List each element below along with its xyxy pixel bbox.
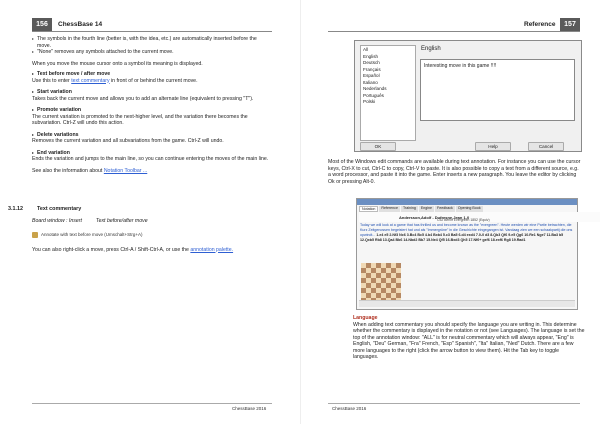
tab-reference[interactable]: Reference: [381, 206, 398, 210]
language-body: When adding text commentary you should specify the language you are writing in. This determine whether the commentary is displayed in the notation or not (see Languages). The language is set the top of the annotation window: "ALL" is for neutral commentary which will always appear, "Eng" is English, "Deu" German, "Fra" French, "Esp" Spanish", "Ita" Italian, "Ned" Dutch. There are a few more languages to the right (click the arrow button to view them). Hit the Tab key to toggle languages.: [353, 321, 585, 360]
page-number: 157: [560, 18, 580, 32]
menu-item-label: Annotate with text before move (Umschalt+Strg+A): [41, 232, 143, 237]
tab-engine[interactable]: Engine: [420, 206, 433, 210]
language-item[interactable]: Français: [363, 66, 381, 72]
block-body: Use this to enter text commentary in front of or behind the current move.: [32, 77, 198, 84]
tab-training[interactable]: Training: [402, 206, 416, 210]
promote-variation-block: [32, 107, 272, 127]
bullet-item: [32, 36, 272, 49]
text-before-after-block: [32, 71, 272, 84]
language-item[interactable]: English: [363, 53, 379, 59]
right-click-text: You can also right-click a move, press Ctrl-A / Shift-Ctrl-A, or use the: [32, 246, 191, 253]
moves-text: 1.e4 e5 2.Nf3 Nc6 3.Bc4 Bc5 4.b4 Bxb4 5.c3 Ba5 6.d4 exd4 7.0-0 d3 8.Qb3 Qf6 9.e5 Qg6 10.Re1 Nge7 11.Ba3 b5 12.Qxb5 Rb8 13.Qa4 Bb6 14.Nbd2 Bb7 15.Ne4 Qf5 16.Bxd3 Qh5 17.Nf6+ gxf6 18.exf6 Rg8 19.Rad1: [360, 233, 564, 242]
language-item[interactable]: Polski: [363, 99, 376, 104]
game-info: C52 Berlin Evergreen 1852 (Equiv): [437, 218, 490, 222]
right-footer: [328, 403, 580, 413]
bullet-icon: [32, 51, 34, 53]
game-header: Andersson,Adolf - Dufresne,Jean 1-0: [399, 214, 470, 220]
end-variation-block: [32, 150, 272, 163]
bullet-icon: [32, 91, 34, 93]
section-title: Text commentary: [37, 206, 82, 212]
page-number: 156: [32, 18, 52, 32]
ok-button[interactable]: OK: [360, 142, 396, 151]
language-item[interactable]: Italiano: [363, 79, 378, 85]
block-title: Text before move / after move: [37, 71, 111, 77]
left-content: [32, 36, 272, 178]
bullet-icon: [32, 38, 34, 40]
block-body: Takes back the current move and allows you to add an alternate line (equivalent to pressing "T").: [32, 95, 254, 102]
cursor-note: When you move the mouse cursor onto a symbol its meaning is displayed.: [32, 60, 203, 67]
bullet-icon: [32, 134, 34, 136]
notation-pane: [360, 223, 574, 243]
header-title: ChessBase 14: [58, 21, 103, 28]
footer-rule: [328, 403, 580, 404]
language-item[interactable]: Deutsch: [363, 60, 380, 65]
annotation-palette-link[interactable]: annotation palette.: [190, 246, 234, 253]
footer-text: ChessBase 2016: [232, 406, 267, 411]
bullet-text: "None" removes any symbols attached to the current move.: [37, 49, 174, 55]
menu-path: [32, 218, 272, 225]
window-statusbar: [359, 300, 575, 307]
left-footer: [32, 403, 272, 413]
section-number: 3.1.12: [8, 206, 23, 212]
block-body: Ends the variation and jumps to the main line, so you can continue entering the moves of the main line.: [32, 156, 269, 162]
see-also-text: See also the information about: [32, 167, 104, 174]
block-body: The current variation is promoted to the next-higher level, and the variation there becomes the subvariation. Ctrl-Z will undo this action.: [32, 113, 248, 126]
windows-edit-text: Most of the Windows edit commands are available during text annotation. For instance you can use the cursor keys, Ctrl-X to cut, Ctrl-C to copy, Ctrl-V to paste. It is also possible to copy a text from a different source, e.g. a word processor, and paste it into the game. Enter inserts a new paragraph. You leave the editor by clicking Ok or pressing Alt-0.: [328, 159, 581, 185]
tab-notation[interactable]: Notation: [359, 206, 378, 212]
bullet-icon: [32, 152, 34, 154]
help-button[interactable]: Help: [475, 142, 511, 151]
chess-board: [361, 263, 401, 303]
bullet-icon: [32, 73, 34, 75]
right-page: [300, 0, 600, 424]
block-title: End variation: [37, 149, 70, 156]
right-click-note: [32, 247, 272, 254]
menu-path-label: Board window : Insert: [32, 217, 82, 224]
footer-text: ChessBase 2016: [332, 406, 367, 411]
language-item[interactable]: Español: [363, 73, 380, 78]
annotate-icon: [32, 232, 38, 238]
selected-language: English: [421, 46, 441, 52]
menu-item-screenshot: [32, 232, 272, 239]
board-window-screenshot: [356, 198, 578, 310]
comment-textarea[interactable]: Interesting move in this game !!!!: [420, 59, 575, 121]
header-rule: [328, 31, 580, 32]
notation-toolbar-link[interactable]: Notation Toolbar ...: [103, 167, 148, 174]
language-dialog: [354, 40, 582, 152]
menu-path-value: Text before/after move: [95, 217, 148, 224]
block-body: Removes the current variation and all subvariations from the game. Ctrl-Z will undo.: [32, 138, 224, 144]
annotation-text: Today we will look at a game that has thrilled us and become known as the "evergreen". Heute werden wir eine Partie betrachten, die Kurz Zeitgenossen begeistert hat und als "Immergrüne" in die Geschichte eingegangen ist. Vandaag zien we een schaakpartij die ons opwindt...: [360, 223, 573, 237]
tab-feedback[interactable]: Feedback: [437, 206, 453, 210]
left-header: [32, 18, 272, 32]
block-title: Start variation: [37, 89, 72, 95]
see-also: [32, 168, 272, 175]
block-title: Promote variation: [37, 107, 82, 113]
tab-opening-book[interactable]: Opening Book: [457, 206, 481, 210]
bullet-text: The symbols in the fourth line (better is, with the idea, etc.) are automatically inserted before the move.: [37, 36, 257, 49]
language-section: [353, 315, 585, 361]
right-header: [328, 18, 580, 32]
language-title: Language: [353, 315, 378, 321]
bullet-item: [32, 49, 272, 56]
language-item[interactable]: Português: [363, 92, 384, 98]
start-variation-block: [32, 89, 272, 102]
section-text-commentary: [8, 198, 272, 257]
text-commentary-link[interactable]: text commentary: [71, 77, 110, 84]
block-title: Delete variations: [37, 131, 79, 138]
delete-variations-block: [32, 132, 272, 145]
language-item[interactable]: All: [363, 47, 369, 52]
cancel-button[interactable]: Cancel: [528, 142, 564, 151]
language-list[interactable]: [360, 45, 416, 141]
section-heading: [8, 206, 272, 213]
bullet-icon: [32, 109, 34, 111]
header-title: Reference: [524, 21, 556, 28]
footer-rule: [32, 403, 272, 404]
language-item[interactable]: Nederlands: [363, 86, 387, 91]
header-rule: [32, 31, 272, 32]
